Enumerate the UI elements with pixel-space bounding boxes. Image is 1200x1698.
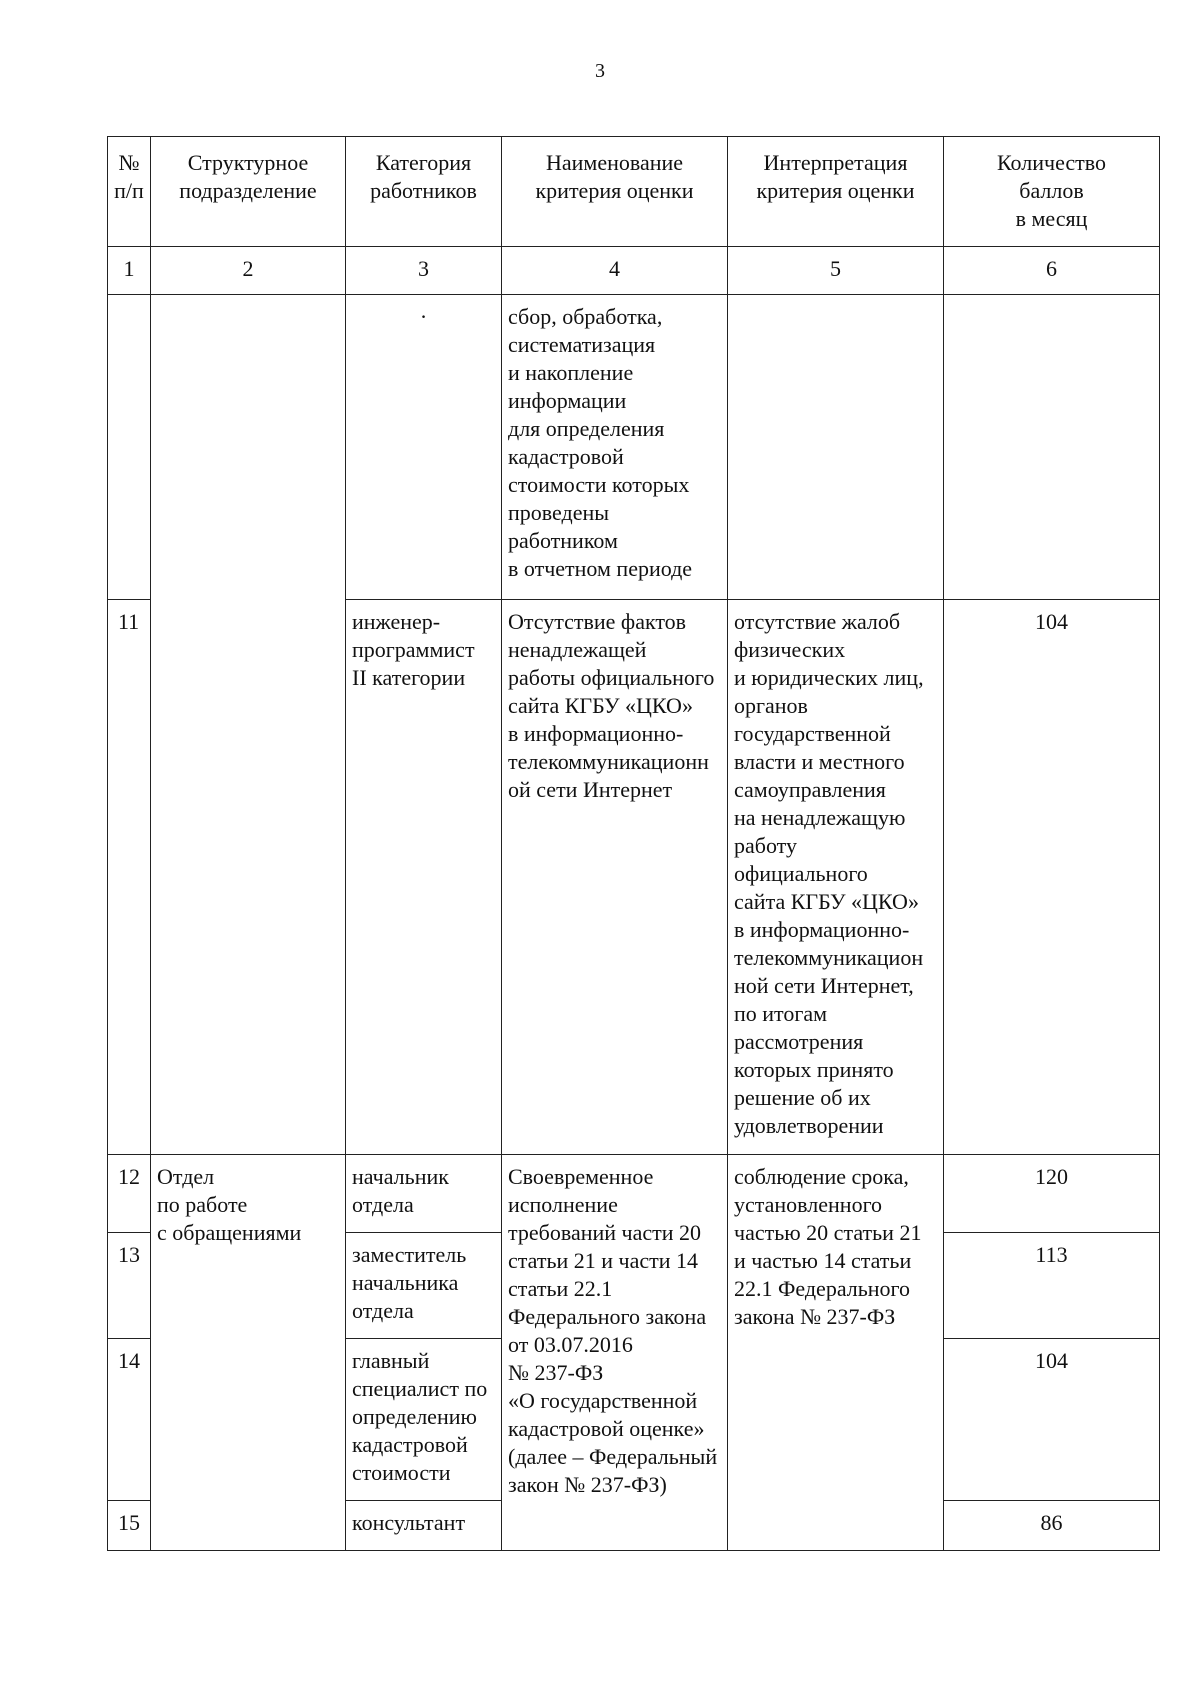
header-category: Категория работников — [346, 137, 502, 247]
points-cell — [944, 295, 1160, 600]
column-number: 4 — [502, 247, 728, 295]
column-number: 3 — [346, 247, 502, 295]
points-cell: 113 — [944, 1233, 1160, 1339]
header-interpretation: Интерпретация критерия оценки — [728, 137, 944, 247]
header-points: Количество баллов в месяц — [944, 137, 1160, 247]
category-cell: начальник отдела — [346, 1155, 502, 1233]
row-number: 13 — [108, 1233, 151, 1339]
interpretation-cell: отсутствие жалоб физических и юридических лиц, органов государственной власти и местного самоуправления на ненадлежащую работу официального сайта КГБУ «ЦКО» в информационно- телекоммуникацион ной сети Интернет, по итогам рассмотрения которых принято решение об их удовлетворении — [728, 600, 944, 1155]
points-cell: 104 — [944, 1339, 1160, 1501]
department-cell — [151, 295, 346, 1155]
criteria-table — [107, 136, 1160, 1551]
column-number: 1 — [108, 247, 151, 295]
category-cell: заместитель начальника отдела — [346, 1233, 502, 1339]
header-row — [108, 137, 1160, 247]
category-cell: · — [346, 295, 502, 600]
row-number: 11 — [108, 600, 151, 1155]
points-cell: 104 — [944, 600, 1160, 1155]
row-number — [108, 295, 151, 600]
interpretation-cell: соблюдение срока, установленного частью 20 статьи 21 и частью 14 статьи 22.1 Федерального закона № 237-ФЗ — [728, 1155, 944, 1551]
department-cell: Отдел по работе с обращениями — [151, 1155, 346, 1551]
table-row — [108, 1155, 1160, 1233]
points-cell: 86 — [944, 1501, 1160, 1551]
category-cell: главный специалист по определению кадастровой стоимости — [346, 1339, 502, 1501]
criterion-cell: Своевременное исполнение требований части 20 статьи 21 и части 14 статьи 22.1 Федерального закона от 03.07.2016 № 237-ФЗ «О государственной кадастровой оценке» (далее – Федеральный закон № 237-ФЗ) — [502, 1155, 728, 1551]
category-cell: инженер- программист II категории — [346, 600, 502, 1155]
row-number: 14 — [108, 1339, 151, 1501]
column-number: 5 — [728, 247, 944, 295]
header-criterion: Наименование критерия оценки — [502, 137, 728, 247]
column-number-row — [108, 247, 1160, 295]
page-number: 3 — [595, 60, 605, 82]
interpretation-cell — [728, 295, 944, 600]
column-number: 6 — [944, 247, 1160, 295]
column-number: 2 — [151, 247, 346, 295]
header-department: Структурное подразделение — [151, 137, 346, 247]
table-row — [108, 295, 1160, 600]
header-num: № п/п — [108, 137, 151, 247]
row-number: 12 — [108, 1155, 151, 1233]
criterion-cell: сбор, обработка, систематизация и накопление информации для определения кадастровой стоимости которых проведены работником в отчетном периоде — [502, 295, 728, 600]
points-cell: 120 — [944, 1155, 1160, 1233]
category-cell: консультант — [346, 1501, 502, 1551]
row-number: 15 — [108, 1501, 151, 1551]
criterion-cell: Отсутствие фактов ненадлежащей работы официального сайта КГБУ «ЦКО» в информационно- телекоммуникационн ой сети Интернет — [502, 600, 728, 1155]
